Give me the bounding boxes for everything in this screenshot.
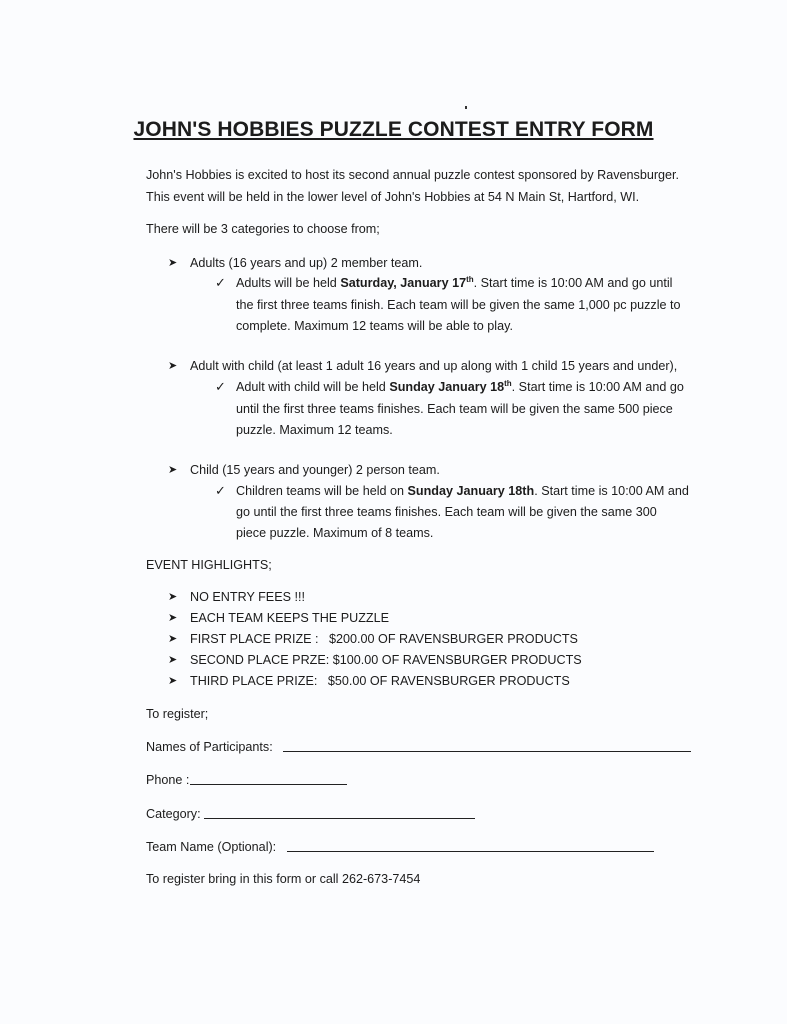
arrow-bullet-icon: ➤ bbox=[168, 464, 178, 476]
category-adult-child-line: until the first three teams finishes. Each team will be given the same 500 piece bbox=[236, 402, 673, 416]
category-adult-child-heading: Adult with child (at least 1 adult 16 years and up along with 1 child 15 years and under), bbox=[190, 359, 678, 373]
arrow-bullet-icon: ➤ bbox=[168, 360, 178, 372]
phone-field[interactable] bbox=[190, 784, 347, 785]
arrow-bullet-icon: ➤ bbox=[168, 591, 178, 603]
arrow-bullet-icon: ➤ bbox=[168, 675, 178, 687]
categories-intro: There will be 3 categories to choose from; bbox=[146, 222, 380, 236]
category-adult-child-line: puzzle. Maximum 12 teams. bbox=[236, 423, 393, 437]
category-adults-line: complete. Maximum 12 teams will be able to play. bbox=[236, 319, 513, 333]
intro-line-1: John's Hobbies is excited to host its second annual puzzle contest sponsored by Ravensburger. bbox=[146, 168, 680, 182]
footer-note: To register bring in this form or call 262-673-7454 bbox=[146, 872, 421, 886]
page-title: JOHN'S HOBBIES PUZZLE CONTEST ENTRY FORM bbox=[133, 118, 654, 141]
register-heading: To register; bbox=[146, 707, 209, 721]
check-mark-icon: ✓ bbox=[215, 483, 226, 498]
arrow-bullet-icon: ➤ bbox=[168, 257, 178, 269]
team-name-label: Team Name (Optional): bbox=[146, 840, 277, 854]
arrow-bullet-icon: ➤ bbox=[168, 612, 178, 624]
intro-line-2: This event will be held in the lower level of John's Hobbies at 54 N Main St, Hartford, WI. bbox=[146, 190, 640, 204]
check-mark-icon: ✓ bbox=[215, 379, 226, 394]
participants-label: Names of Participants: bbox=[146, 740, 273, 754]
check-mark-icon: ✓ bbox=[215, 275, 226, 290]
category-adults-heading: Adults (16 years and up) 2 member team. bbox=[190, 256, 423, 270]
category-child-detail: Children teams will be held on Sunday January 18th. Start time is 10:00 AM and bbox=[236, 484, 689, 498]
highlight-item: FIRST PLACE PRIZE : $200.00 OF RAVENSBURGER PRODUCTS bbox=[190, 632, 578, 646]
highlight-item: THIRD PLACE PRIZE: $50.00 OF RAVENSBURGER PRODUCTS bbox=[190, 674, 570, 688]
participants-field[interactable] bbox=[283, 751, 691, 752]
category-adult-child-detail: Adult with child will be held Sunday January 18th. Start time is 10:00 AM and go bbox=[236, 378, 684, 394]
category-child-line: piece puzzle. Maximum of 8 teams. bbox=[236, 526, 434, 540]
highlight-item: SECOND PLACE PRZE: $100.00 OF RAVENSBURGER PRODUCTS bbox=[190, 653, 582, 667]
highlight-item: NO ENTRY FEES !!! bbox=[190, 590, 306, 604]
arrow-bullet-icon: ➤ bbox=[168, 633, 178, 645]
category-label: Category: bbox=[146, 807, 201, 821]
team-name-field[interactable] bbox=[287, 851, 654, 852]
category-adults-line: the first three teams finish. Each team will be given the same 1,000 pc puzzle to bbox=[236, 298, 681, 312]
category-field[interactable] bbox=[204, 818, 475, 819]
highlight-item: EACH TEAM KEEPS THE PUZZLE bbox=[190, 611, 389, 625]
category-child-line: go until the first three teams finishes. Each team will be given the same 300 bbox=[236, 505, 657, 519]
scan-speck bbox=[465, 106, 467, 109]
highlights-heading: EVENT HIGHLIGHTS; bbox=[146, 558, 272, 572]
arrow-bullet-icon: ➤ bbox=[168, 654, 178, 666]
category-child-heading: Child (15 years and younger) 2 person team. bbox=[190, 463, 440, 477]
category-adults-detail: Adults will be held Saturday, January 17th. Start time is 10:00 AM and go until bbox=[236, 274, 673, 290]
phone-label: Phone : bbox=[146, 773, 190, 787]
